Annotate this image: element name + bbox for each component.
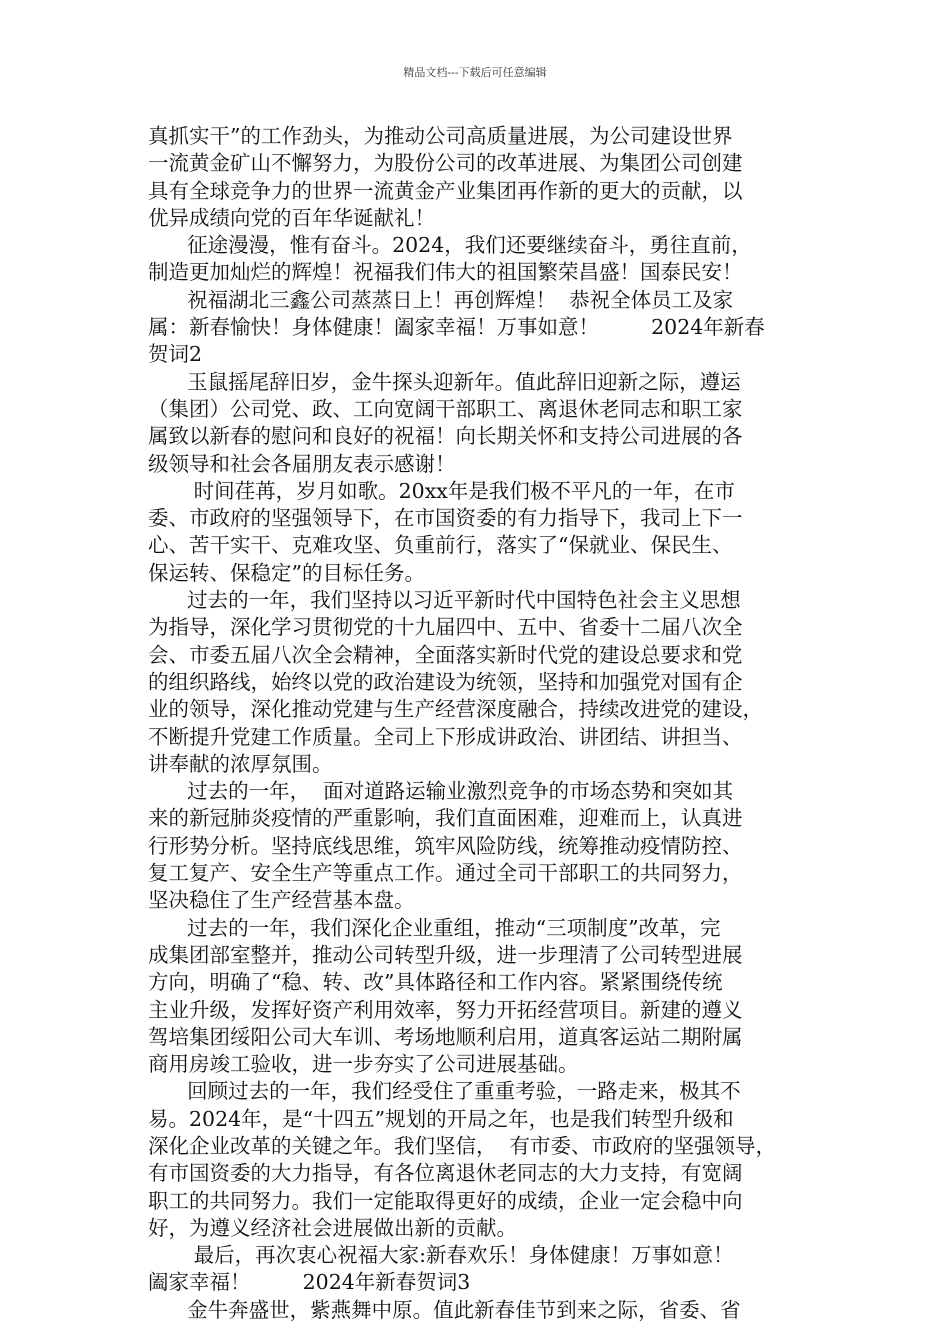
text-line: 商用房竣工验收，进一步夯实了公司进展基础。 — [148, 1052, 579, 1077]
text-line: 驾培集团绥阳公司大车训、考场地顺利启用，道真客运站二期附属 — [148, 1024, 743, 1049]
text-line: 真抓实干”的工作劲头，为推动公司高质量进展，为公司建设世界 — [148, 124, 733, 148]
text-line: 属：新春愉快！身体健康！阖家幸福！万事如意！ 2024年新春 — [148, 315, 765, 340]
text-line: 过去的一年，我们深化企业重组，推动“三项制度”改革，完 — [148, 915, 721, 940]
text-line: 贺词2 — [148, 342, 203, 367]
text-line: 成集团部室整并，推动公司转型升级，进一步理清了公司转型进展 — [148, 942, 743, 967]
text-line: 征途漫漫，惟有奋斗。2024，我们还要继续奋斗，勇往直前， — [148, 233, 752, 258]
text-line: 优异成绩向党的百年华诞献礼！ — [148, 205, 435, 230]
text-line: 心、苦干实干、克难攻坚、负重前行，落实了“保就业、保民生、 — [148, 533, 733, 558]
text-line: 主业升级，发挥好资产利用效率，努力开拓经营项目。新建的遵义 — [148, 997, 743, 1022]
text-line: 玉鼠摇尾辞旧岁，金牛探头迎新年。值此辞旧迎新之际，遵运 — [148, 369, 741, 394]
text-line: 方向，明确了“稳、转、改”具体路径和工作内容。紧紧围绕传统 — [148, 970, 723, 995]
text-line: 过去的一年，我们坚持以习近平新时代中国特色社会主义思想 — [148, 588, 741, 613]
text-line: 委、市政府的坚强领导下，在市国资委的有力指导下，我司上下一 — [148, 506, 743, 531]
text-line: 祝福湖北三鑫公司蒸蒸日上！再创辉煌！ 恭祝全体员工及家 — [148, 287, 734, 312]
text-line: 阖家幸福！ 2024年新春贺词3 — [148, 1270, 471, 1295]
text-line: 有市国资委的大力指导，有各位离退休老同志的大力支持，有宽阔 — [148, 1161, 743, 1186]
text-line: 制造更加灿烂的辉煌！祝福我们伟大的祖国繁荣昌盛！国泰民安！ — [148, 260, 743, 285]
text-line: 一流黄金矿山不懈努力，为股份公司的改革进展、为集团公司创建 — [148, 151, 743, 176]
text-line: 深化企业改革的关键之年。我们坚信， 有市委、市政府的坚强领导， — [148, 1133, 777, 1158]
text-line: 不断提升党建工作质量。全司上下形成讲政治、讲团结、讲担当、 — [148, 724, 743, 749]
document-body — [148, 123, 820, 1324]
text-line: 职工的共同努力。我们一定能取得更好的成绩，企业一定会稳中向 — [148, 1188, 743, 1213]
text-line: （集团）公司党、政、工向宽阔干部职工、离退休老同志和职工家 — [148, 396, 743, 421]
text-line: 金牛奔盛世，紫燕舞中原。值此新春佳节到来之际，省委、省 — [148, 1297, 741, 1322]
text-line: 业的领导，深化推动党建与生产经营深度融合，持续改进党的建设， — [148, 697, 763, 722]
text-line: 的组织路线，始终以党的政治建设为统领，坚持和加强党对国有企 — [148, 669, 743, 694]
text-line: 讲奉献的浓厚氛围。 — [148, 751, 333, 776]
text-line: 时间荏苒，岁月如歌。20xx年是我们极不平凡的一年，在市 — [148, 478, 735, 503]
text-line: 坚决稳住了生产经营基本盘。 — [148, 888, 415, 913]
text-line: 保运转、保稳定”的目标任务。 — [148, 560, 425, 585]
text-line: 复工复产、安全生产等重点工作。通过全司干部职工的共同努力， — [148, 861, 743, 886]
text-line: 易。2024年，是“十四五”规划的开局之年，也是我们转型升级和 — [148, 1106, 734, 1131]
text-line: 行形势分析。坚持底线思维，筑牢风险防线，统筹推动疫情防控、 — [148, 833, 743, 858]
page-header: 精品文档---下载后可任意编辑 — [403, 66, 547, 79]
text-line: 属致以新春的慰问和良好的祝福！向长期关怀和支持公司进展的各 — [148, 424, 743, 449]
text-line: 具有全球竞争力的世界一流黄金产业集团再作新的更大的贡献，以 — [148, 178, 743, 203]
text-line: 为指导，深化学习贯彻党的十九届四中、五中、省委十二届八次全 — [148, 615, 743, 640]
text-line: 过去的一年， 面对道路运输业激烈竞争的市场态势和突如其 — [148, 779, 734, 804]
text-line: 好，为遵义经济社会进展做出新的贡献。 — [148, 1215, 517, 1240]
text-line: 回顾过去的一年，我们经受住了重重考验，一路走来，极其不 — [148, 1079, 741, 1104]
text-line: 级领导和社会各届朋友表示感谢！ — [148, 451, 456, 476]
text-line: 会、市委五届八次全会精神，全面落实新时代党的建设总要求和党 — [148, 642, 743, 667]
text-line: 来的新冠肺炎疫情的严重影响，我们直面困难，迎难而上，认真进 — [148, 806, 743, 831]
text-line: 最后，再次衷心祝福大家:新春欢乐！身体健康！万事如意！ — [148, 1243, 734, 1268]
